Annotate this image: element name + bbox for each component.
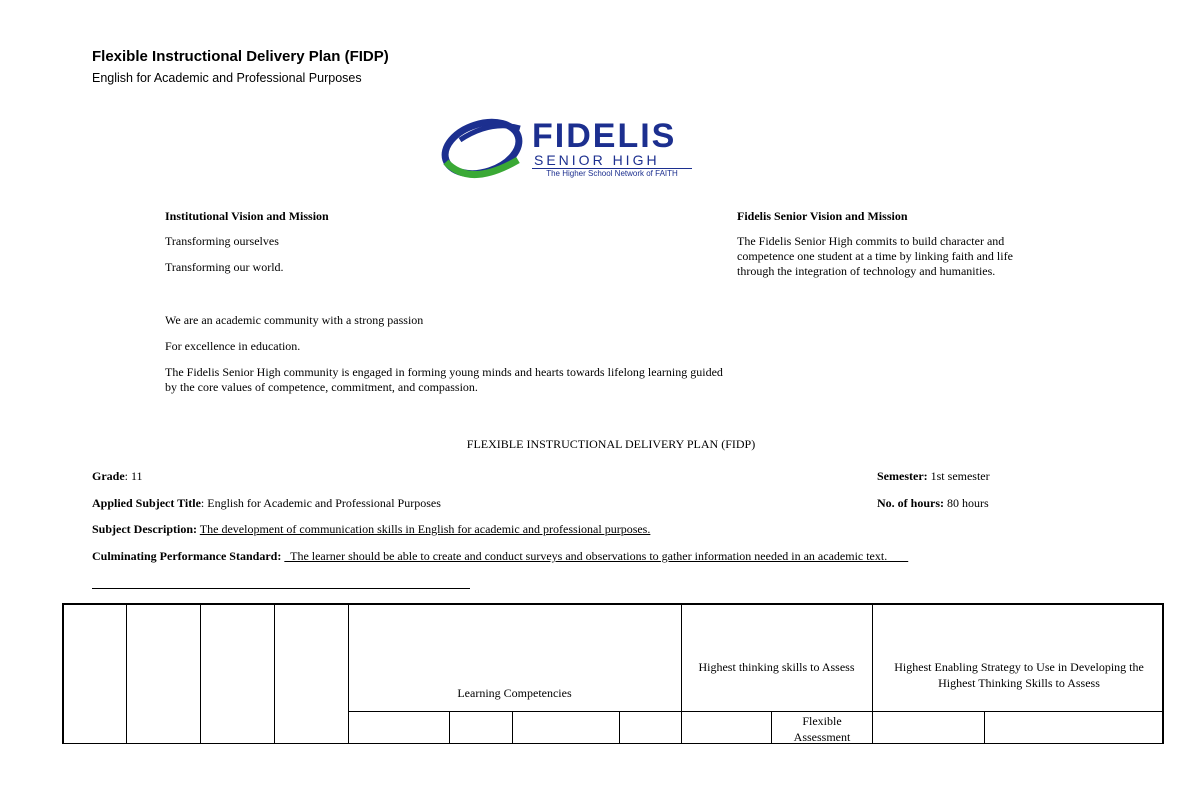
fidelis-vm-heading: Fidelis Senior Vision and Mission (737, 209, 908, 223)
mission-paragraph: The Fidelis Senior High community is engaged in forming young minds and hearts towards lifelong learning guided by the core values of competence, commitment, and compassion. (165, 365, 723, 394)
institutional-heading: Institutional Vision and Mission (165, 209, 329, 223)
description-row (92, 522, 650, 537)
subject-value: : English for Academic and Professional Purposes (200, 496, 441, 510)
description-label: Subject Description: (92, 522, 197, 536)
learning-competencies-header: Learning Competencies (457, 686, 572, 700)
semester-label: Semester: (877, 469, 928, 483)
semester-row (877, 469, 990, 484)
highest-enabling-header: Highest Enabling Strategy to Use in Developing the Highest Thinking Skills to Assess (894, 660, 1144, 690)
fidelis-vm-text: The Fidelis Senior High commits to build character and competence one student at a time by linking faith and life through the integration of technology and humanities. (737, 234, 1013, 278)
logo-line2: SENIOR HIGH (534, 152, 660, 168)
document-subtitle: English for Academic and Professional Purposes (92, 71, 362, 85)
subject-label: Applied Subject Title (92, 496, 201, 510)
flexible-assessment-header: Flexible Assessment (793, 714, 851, 744)
table-subcol-divider (512, 711, 513, 744)
standard-value: The learner should be able to create and conduct surveys and observations to gather information needed in an academic text. (284, 549, 909, 563)
table-subcol-divider (771, 711, 772, 744)
standard-row (92, 549, 908, 564)
table-subcol-divider (619, 711, 620, 744)
table-row-divider (348, 711, 1164, 712)
grade-value: : 11 (124, 469, 143, 483)
table-col-divider (348, 605, 349, 744)
hours-label: No. of hours: (877, 496, 945, 510)
table-subcol-divider (449, 711, 450, 744)
grade-row (92, 469, 143, 484)
fidelis-logo (440, 110, 700, 186)
table-col-divider (126, 605, 127, 744)
plan-title: FLEXIBLE INSTRUCTIONAL DELIVERY PLAN (FIDP) (466, 437, 756, 451)
grade-label: Grade (92, 469, 125, 483)
description-value: The development of communication skills in English for academic and professional purposes. (199, 522, 651, 536)
semester-value: 1st semester (927, 469, 990, 483)
hours-value: 80 hours (944, 496, 989, 510)
institutional-line-1: Transforming ourselves (165, 234, 279, 248)
logo-tagline: The Higher School Network of FAITH (532, 168, 692, 179)
document-title: Flexible Instructional Delivery Plan (FIDP) (92, 48, 389, 65)
highest-thinking-header: Highest thinking skills to Assess (698, 660, 855, 674)
table-col-divider (872, 605, 873, 744)
mission-line-2: For excellence in education. (165, 339, 301, 353)
table-col-divider (200, 605, 201, 744)
subject-row (92, 496, 441, 511)
table-subcol-divider (984, 711, 985, 744)
mission-line-1: We are an academic community with a strong passion (165, 313, 424, 327)
hours-row (877, 496, 989, 511)
standard-label: Culminating Performance Standard: (92, 549, 282, 563)
table-col-divider (274, 605, 275, 744)
logo-wordmark: FIDELIS (532, 117, 677, 155)
divider-line (92, 588, 470, 589)
fidp-table (62, 603, 1164, 744)
institutional-line-2: Transforming our world. (165, 260, 284, 274)
